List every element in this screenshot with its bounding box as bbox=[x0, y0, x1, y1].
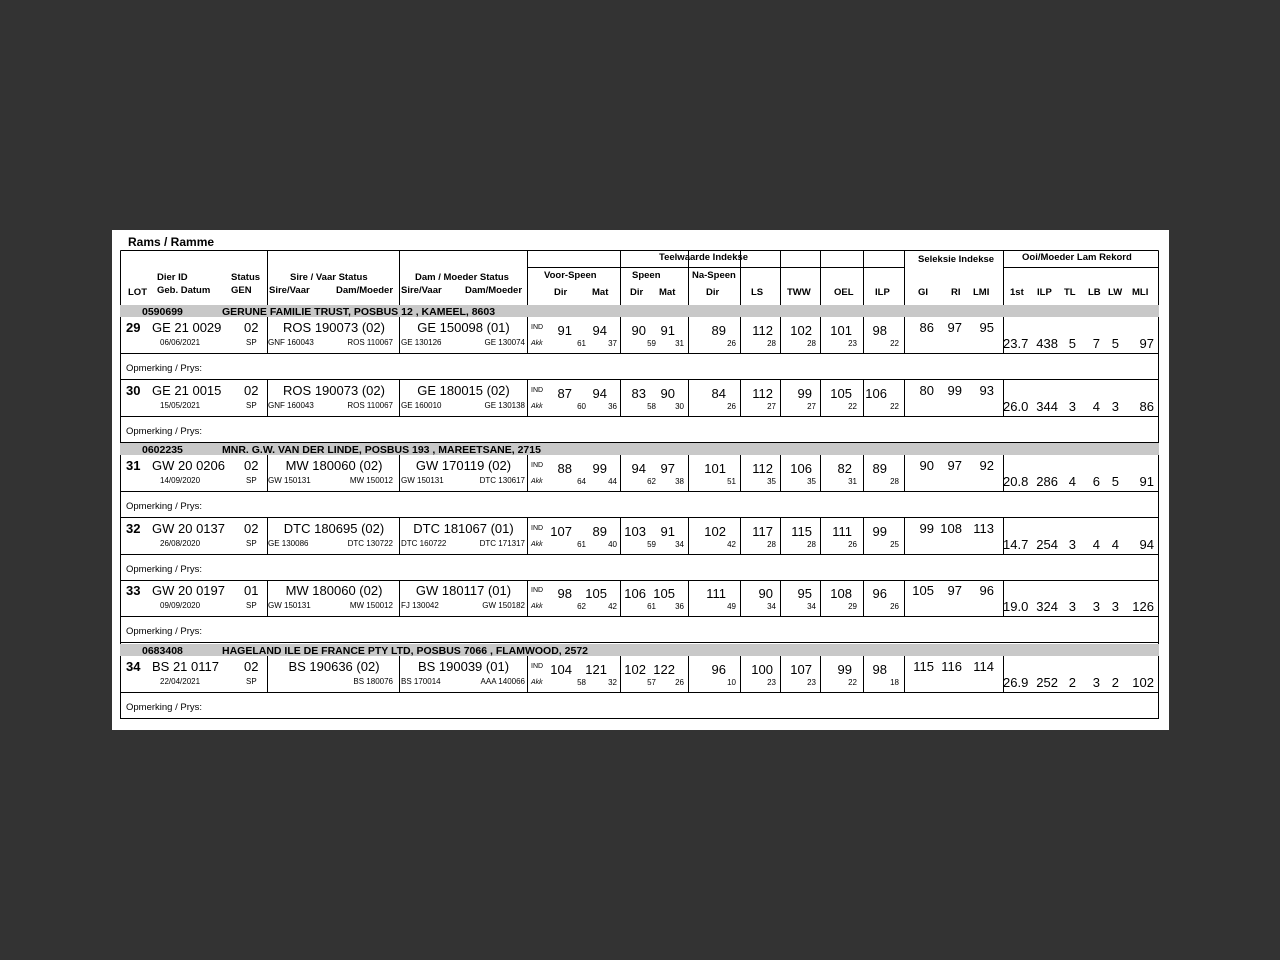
akk-label: Akk bbox=[531, 679, 543, 686]
header-vs-mat: Mat bbox=[592, 287, 609, 298]
lmi-value: 96 bbox=[979, 583, 994, 598]
mli-value: 86 bbox=[1139, 399, 1154, 414]
sp-dir-acc: 57 bbox=[647, 678, 656, 687]
header-ilp: ILP bbox=[875, 287, 890, 298]
first-lamb: 26.9 bbox=[1003, 675, 1029, 690]
ns-dir: 111 bbox=[706, 586, 726, 601]
header-dam-dam-moeder: Dam/Moeder bbox=[465, 285, 523, 296]
ls-acc: 27 bbox=[767, 402, 776, 411]
gi-value: 105 bbox=[912, 583, 934, 598]
breeder-band bbox=[120, 443, 1159, 455]
akk-label: Akk bbox=[531, 478, 543, 485]
rams-table bbox=[120, 250, 1159, 719]
vs-dir-acc: 61 bbox=[577, 540, 586, 549]
tl-value: 5 bbox=[1068, 336, 1076, 351]
ns-dir: 101 bbox=[704, 461, 726, 476]
animal-id: BS 21 0117 bbox=[152, 659, 219, 674]
sp-dir: 106 bbox=[624, 586, 646, 601]
remark-label: Opmerking / Prys: bbox=[126, 363, 203, 374]
sp-mat-acc: 31 bbox=[675, 339, 684, 348]
lb-value: 6 bbox=[1092, 474, 1100, 489]
birth-date: 06/06/2021 bbox=[160, 338, 201, 347]
sp-mat-acc: 38 bbox=[675, 477, 684, 486]
tl-value: 3 bbox=[1068, 599, 1076, 614]
gi-value: 99 bbox=[919, 521, 934, 536]
mother-ilp: 254 bbox=[1036, 537, 1058, 552]
header-status: Status bbox=[231, 272, 261, 283]
tww-value: 115 bbox=[791, 524, 812, 539]
vs-mat-acc: 32 bbox=[608, 678, 617, 687]
dam-sire: GW 150131 bbox=[401, 476, 444, 485]
vs-mat: 89 bbox=[592, 524, 607, 539]
remark-label: Opmerking / Prys: bbox=[126, 426, 203, 437]
vs-mat-acc: 37 bbox=[608, 339, 617, 348]
ri-value: 97 bbox=[947, 458, 962, 473]
animal-id: GE 21 0029 bbox=[152, 320, 222, 335]
breeder-code: 0683408 bbox=[142, 645, 183, 657]
header-lmi: LMI bbox=[973, 287, 990, 298]
lw-value: 3 bbox=[1111, 399, 1119, 414]
status-code: SP bbox=[246, 539, 257, 548]
generation: 02 bbox=[244, 320, 259, 335]
sire: ROS 190073 (02) bbox=[283, 383, 385, 398]
header-dier-id: Dier ID bbox=[157, 272, 188, 283]
ls-value: 112 bbox=[752, 461, 773, 476]
lot-number: 31 bbox=[126, 458, 141, 473]
lw-value: 5 bbox=[1111, 474, 1119, 489]
ls-value: 100 bbox=[751, 662, 773, 677]
header-ns-dir: Dir bbox=[706, 287, 720, 298]
sire-sire: GNF 160043 bbox=[268, 401, 314, 410]
tww-acc: 28 bbox=[807, 540, 816, 549]
ind-label: IND bbox=[531, 587, 544, 594]
mother-ilp: 252 bbox=[1036, 675, 1058, 690]
sire: BS 190636 (02) bbox=[288, 659, 380, 674]
dam-sire: GE 160010 bbox=[401, 401, 442, 410]
sp-dir-acc: 59 bbox=[647, 339, 656, 348]
mli-value: 102 bbox=[1132, 675, 1154, 690]
oel-acc: 29 bbox=[848, 602, 857, 611]
sire-dam: ROS 110067 bbox=[347, 338, 393, 347]
sp-mat: 91 bbox=[660, 323, 675, 338]
tww-acc: 27 bbox=[807, 402, 816, 411]
sire-sire: GW 150131 bbox=[268, 601, 311, 610]
dam: GE 150098 (01) bbox=[417, 320, 510, 335]
dam-dam: GE 130138 bbox=[484, 401, 525, 410]
sire-dam: ROS 110067 bbox=[347, 401, 393, 410]
animal-id: GE 21 0015 bbox=[152, 383, 222, 398]
header-vs-dir: Dir bbox=[554, 287, 568, 298]
generation: 02 bbox=[244, 458, 259, 473]
dam-sire: DTC 160722 bbox=[401, 539, 447, 548]
animal-id: GW 20 0206 bbox=[152, 458, 225, 473]
ls-acc: 23 bbox=[767, 678, 776, 687]
dam: BS 190039 (01) bbox=[417, 659, 510, 674]
sp-dir-acc: 58 bbox=[647, 402, 656, 411]
vs-dir: 87 bbox=[557, 386, 572, 401]
header-seleksie: Seleksie Indekse bbox=[918, 254, 995, 265]
tww-value: 107 bbox=[790, 662, 812, 677]
sp-dir: 102 bbox=[624, 662, 646, 677]
sp-mat: 122 bbox=[653, 662, 675, 677]
vs-dir-acc: 62 bbox=[577, 602, 586, 611]
mli-value: 126 bbox=[1132, 599, 1154, 614]
header-tww: TWW bbox=[787, 287, 811, 298]
ind-label: IND bbox=[531, 462, 544, 469]
vs-dir: 88 bbox=[557, 461, 572, 476]
header-m-ilp: ILP bbox=[1037, 287, 1052, 298]
sp-mat-acc: 34 bbox=[675, 540, 684, 549]
sire: ROS 190073 (02) bbox=[283, 320, 385, 335]
lmi-value: 114 bbox=[973, 659, 994, 674]
dam: DTC 181067 (01) bbox=[413, 521, 514, 536]
ns-dir-acc: 49 bbox=[727, 602, 736, 611]
header-sire-status: Sire / Vaar Status bbox=[290, 272, 368, 283]
sire-dam: DTC 130722 bbox=[347, 539, 393, 548]
lb-value: 3 bbox=[1092, 675, 1100, 690]
lb-value: 7 bbox=[1092, 336, 1100, 351]
tl-value: 4 bbox=[1068, 474, 1076, 489]
ns-dir: 102 bbox=[704, 524, 726, 539]
ind-label: IND bbox=[531, 387, 544, 394]
header-tl: TL bbox=[1064, 287, 1076, 298]
remark-label: Opmerking / Prys: bbox=[126, 564, 203, 575]
vs-dir: 98 bbox=[557, 586, 572, 601]
status-code: SP bbox=[246, 601, 257, 610]
ilp-acc: 18 bbox=[890, 678, 899, 687]
generation: 01 bbox=[244, 583, 259, 598]
header-voor-speen: Voor-Speen bbox=[544, 270, 597, 281]
ind-label: IND bbox=[531, 525, 544, 532]
oel-value: 99 bbox=[837, 662, 852, 677]
breeder-band bbox=[120, 305, 1159, 317]
sp-dir: 90 bbox=[631, 323, 646, 338]
birth-date: 14/09/2020 bbox=[160, 476, 201, 485]
ilp-value: 106 bbox=[865, 386, 887, 401]
ns-dir-acc: 26 bbox=[727, 402, 736, 411]
status-code: SP bbox=[246, 476, 257, 485]
lb-value: 4 bbox=[1092, 399, 1100, 414]
tl-value: 3 bbox=[1068, 537, 1076, 552]
birth-date: 09/09/2020 bbox=[160, 601, 201, 610]
birth-date: 26/08/2020 bbox=[160, 539, 201, 548]
oel-value: 82 bbox=[837, 461, 852, 476]
ilp-acc: 22 bbox=[890, 339, 899, 348]
ns-dir-acc: 42 bbox=[727, 540, 736, 549]
ilp-value: 96 bbox=[872, 586, 887, 601]
generation: 02 bbox=[244, 659, 259, 674]
ls-acc: 28 bbox=[767, 540, 776, 549]
generation: 02 bbox=[244, 383, 259, 398]
breeder-band bbox=[120, 644, 1159, 656]
vs-dir: 104 bbox=[550, 662, 572, 677]
dam-dam: DTC 171317 bbox=[479, 539, 525, 548]
oel-value: 108 bbox=[830, 586, 852, 601]
lb-value: 4 bbox=[1092, 537, 1100, 552]
header-lb: LB bbox=[1088, 287, 1101, 298]
lot-number: 30 bbox=[126, 383, 141, 398]
generation: 02 bbox=[244, 521, 259, 536]
animal-id: GW 20 0137 bbox=[152, 521, 225, 536]
catalogue-sheet bbox=[112, 230, 1169, 730]
birth-date: 15/05/2021 bbox=[160, 401, 201, 410]
sp-mat: 97 bbox=[660, 461, 675, 476]
ind-label: IND bbox=[531, 663, 544, 670]
ls-value: 112 bbox=[752, 386, 773, 401]
vs-mat: 121 bbox=[585, 662, 607, 677]
ilp-acc: 22 bbox=[890, 402, 899, 411]
vs-dir: 91 bbox=[557, 323, 572, 338]
dam-dam: AAA 140066 bbox=[480, 677, 525, 686]
oel-acc: 23 bbox=[848, 339, 857, 348]
header-gen: GEN bbox=[231, 285, 252, 296]
lw-value: 2 bbox=[1111, 675, 1119, 690]
lmi-value: 93 bbox=[979, 383, 994, 398]
page-title: Rams / Ramme bbox=[128, 235, 215, 249]
ilp-value: 98 bbox=[872, 662, 887, 677]
sp-mat-acc: 36 bbox=[675, 602, 684, 611]
lmi-value: 92 bbox=[979, 458, 994, 473]
mli-value: 94 bbox=[1139, 537, 1154, 552]
ls-acc: 34 bbox=[767, 602, 776, 611]
header-sire-vaar: Sire/Vaar bbox=[269, 285, 310, 296]
header-speen: Speen bbox=[632, 270, 661, 281]
status-code: SP bbox=[246, 401, 257, 410]
first-lamb: 20.8 bbox=[1003, 474, 1029, 489]
tww-acc: 34 bbox=[807, 602, 816, 611]
ri-value: 99 bbox=[947, 383, 962, 398]
vs-mat-acc: 40 bbox=[608, 540, 617, 549]
lw-value: 4 bbox=[1111, 537, 1119, 552]
ri-value: 116 bbox=[941, 659, 962, 674]
vs-dir-acc: 58 bbox=[577, 678, 586, 687]
animal-id: GW 20 0197 bbox=[152, 583, 225, 598]
sp-mat: 105 bbox=[653, 586, 675, 601]
ilp-value: 99 bbox=[872, 524, 887, 539]
mother-ilp: 438 bbox=[1036, 336, 1058, 351]
header-geb-datum: Geb. Datum bbox=[157, 285, 211, 296]
breeder-code: 0602235 bbox=[142, 444, 183, 456]
header-mli: MLI bbox=[1132, 287, 1149, 298]
ri-value: 108 bbox=[940, 521, 962, 536]
sire-dam: MW 150012 bbox=[349, 476, 393, 485]
lmi-value: 113 bbox=[973, 521, 994, 536]
vs-dir-acc: 60 bbox=[577, 402, 586, 411]
tww-value: 102 bbox=[790, 323, 812, 338]
ls-acc: 35 bbox=[767, 477, 776, 486]
header-sp-mat: Mat bbox=[659, 287, 676, 298]
dam: GW 170119 (02) bbox=[415, 458, 512, 473]
ns-dir-acc: 26 bbox=[727, 339, 736, 348]
lw-value: 5 bbox=[1111, 336, 1119, 351]
tww-value: 95 bbox=[797, 586, 812, 601]
sire: MW 180060 (02) bbox=[285, 458, 383, 473]
vs-dir-acc: 61 bbox=[577, 339, 586, 348]
header-ri: RI bbox=[951, 287, 961, 298]
status-code: SP bbox=[246, 677, 257, 686]
tww-acc: 23 bbox=[807, 678, 816, 687]
mli-value: 97 bbox=[1139, 336, 1154, 351]
sire-sire: GNF 160043 bbox=[268, 338, 314, 347]
akk-label: Akk bbox=[531, 340, 543, 347]
tww-acc: 35 bbox=[807, 477, 816, 486]
gi-value: 115 bbox=[913, 659, 934, 674]
dam-sire: BS 170014 bbox=[401, 677, 441, 686]
ns-dir-acc: 10 bbox=[727, 678, 736, 687]
tl-value: 2 bbox=[1068, 675, 1076, 690]
tww-value: 106 bbox=[790, 461, 812, 476]
ns-dir: 96 bbox=[711, 662, 726, 677]
mother-ilp: 324 bbox=[1036, 599, 1058, 614]
header-ls: LS bbox=[751, 287, 764, 298]
vs-mat: 94 bbox=[592, 323, 607, 338]
remark-label: Opmerking / Prys: bbox=[126, 702, 203, 713]
ilp-acc: 28 bbox=[890, 477, 899, 486]
header-teelwaarde: Teelwaarde Indekse bbox=[659, 252, 749, 263]
first-lamb: 26.0 bbox=[1003, 399, 1029, 414]
sp-dir: 83 bbox=[631, 386, 646, 401]
vs-mat: 94 bbox=[592, 386, 607, 401]
lot-number: 32 bbox=[126, 521, 141, 536]
akk-label: Akk bbox=[531, 541, 543, 548]
ilp-value: 89 bbox=[872, 461, 887, 476]
mother-ilp: 286 bbox=[1036, 474, 1058, 489]
ri-value: 97 bbox=[947, 320, 962, 335]
sire-sire: GW 150131 bbox=[268, 476, 311, 485]
ilp-acc: 25 bbox=[890, 540, 899, 549]
sire-sire: GE 130086 bbox=[268, 539, 309, 548]
header-dam-sire-vaar: Sire/Vaar bbox=[401, 285, 442, 296]
dam-dam: GE 130074 bbox=[484, 338, 525, 347]
vs-mat-acc: 36 bbox=[608, 402, 617, 411]
sire-dam: BS 180076 bbox=[353, 677, 393, 686]
breeder-name: GERUNE FAMILIE TRUST, POSBUS 12 , KAMEEL, 8603 bbox=[222, 306, 496, 318]
vs-mat: 105 bbox=[585, 586, 607, 601]
header-first: 1st bbox=[1010, 287, 1024, 298]
oel-acc: 31 bbox=[848, 477, 857, 486]
remark-label: Opmerking / Prys: bbox=[126, 626, 203, 637]
ns-dir-acc: 51 bbox=[727, 477, 736, 486]
header-lot: LOT bbox=[128, 287, 147, 298]
ri-value: 97 bbox=[947, 583, 962, 598]
vs-mat-acc: 42 bbox=[608, 602, 617, 611]
header-sire-dam-moeder: Dam/Moeder bbox=[336, 285, 394, 296]
akk-label: Akk bbox=[531, 403, 543, 410]
ind-label: IND bbox=[531, 324, 544, 331]
sire: MW 180060 (02) bbox=[285, 583, 383, 598]
breeder-name: MNR. G.W. VAN DER LINDE, POSBUS 193 , MAREETSANE, 2715 bbox=[222, 444, 541, 456]
gi-value: 80 bbox=[919, 383, 934, 398]
tl-value: 3 bbox=[1068, 399, 1076, 414]
vs-mat-acc: 44 bbox=[608, 477, 617, 486]
oel-acc: 22 bbox=[848, 402, 857, 411]
breeder-code: 0590699 bbox=[142, 306, 183, 318]
oel-value: 105 bbox=[830, 386, 852, 401]
header-oel: OEL bbox=[834, 287, 854, 298]
lot-number: 29 bbox=[126, 320, 141, 335]
header-ooi-moeder: Ooi/Moeder Lam Rekord bbox=[1022, 252, 1132, 263]
lmi-value: 95 bbox=[979, 320, 994, 335]
ns-dir: 89 bbox=[711, 323, 726, 338]
ls-value: 112 bbox=[752, 323, 773, 338]
sire-dam: MW 150012 bbox=[349, 601, 393, 610]
lw-value: 3 bbox=[1111, 599, 1119, 614]
header-lw: LW bbox=[1108, 287, 1123, 298]
dam: GE 180015 (02) bbox=[417, 383, 510, 398]
sp-dir: 94 bbox=[631, 461, 646, 476]
first-lamb: 23.7 bbox=[1003, 336, 1029, 351]
oel-acc: 22 bbox=[848, 678, 857, 687]
dam-dam: DTC 130617 bbox=[479, 476, 525, 485]
ilp-acc: 26 bbox=[890, 602, 899, 611]
lot-number: 34 bbox=[126, 659, 141, 674]
vs-dir: 107 bbox=[550, 524, 572, 539]
oel-value: 111 bbox=[832, 524, 852, 539]
sp-dir-acc: 59 bbox=[647, 540, 656, 549]
ls-value: 117 bbox=[752, 524, 773, 539]
header-dam-status: Dam / Moeder Status bbox=[415, 272, 509, 283]
sp-dir-acc: 62 bbox=[647, 477, 656, 486]
dam-sire: FJ 130042 bbox=[401, 601, 439, 610]
ls-value: 90 bbox=[758, 586, 773, 601]
oel-acc: 26 bbox=[848, 540, 857, 549]
first-lamb: 14.7 bbox=[1003, 537, 1029, 552]
mli-value: 91 bbox=[1139, 474, 1154, 489]
sp-mat-acc: 26 bbox=[675, 678, 684, 687]
first-lamb: 19.0 bbox=[1003, 599, 1029, 614]
sp-dir: 103 bbox=[624, 524, 646, 539]
remark-label: Opmerking / Prys: bbox=[126, 501, 203, 512]
dam: GW 180117 (01) bbox=[415, 583, 512, 598]
gi-value: 90 bbox=[919, 458, 934, 473]
vs-dir-acc: 64 bbox=[577, 477, 586, 486]
oel-value: 101 bbox=[830, 323, 852, 338]
tww-value: 99 bbox=[797, 386, 812, 401]
sire: DTC 180695 (02) bbox=[283, 521, 385, 536]
akk-label: Akk bbox=[531, 603, 543, 610]
sp-mat: 91 bbox=[660, 524, 675, 539]
lb-value: 3 bbox=[1092, 599, 1100, 614]
header-gi: GI bbox=[918, 287, 929, 298]
header-sp-dir: Dir bbox=[630, 287, 644, 298]
ns-dir: 84 bbox=[711, 386, 726, 401]
dam-dam: GW 150182 bbox=[482, 601, 525, 610]
status-code: SP bbox=[246, 338, 257, 347]
sp-mat-acc: 30 bbox=[675, 402, 684, 411]
dam-sire: GE 130126 bbox=[401, 338, 442, 347]
lot-number: 33 bbox=[126, 583, 141, 598]
ls-acc: 28 bbox=[767, 339, 776, 348]
birth-date: 22/04/2021 bbox=[160, 677, 201, 686]
breeder-name: HAGELAND ILE DE FRANCE PTY LTD, POSBUS 7066 , FLAMWOOD, 2572 bbox=[222, 645, 588, 657]
sp-dir-acc: 61 bbox=[647, 602, 656, 611]
header-na-speen: Na-Speen bbox=[692, 270, 736, 281]
mother-ilp: 344 bbox=[1036, 399, 1058, 414]
gi-value: 86 bbox=[919, 320, 934, 335]
sp-mat: 90 bbox=[660, 386, 675, 401]
tww-acc: 28 bbox=[807, 339, 816, 348]
vs-mat: 99 bbox=[592, 461, 607, 476]
ilp-value: 98 bbox=[872, 323, 887, 338]
